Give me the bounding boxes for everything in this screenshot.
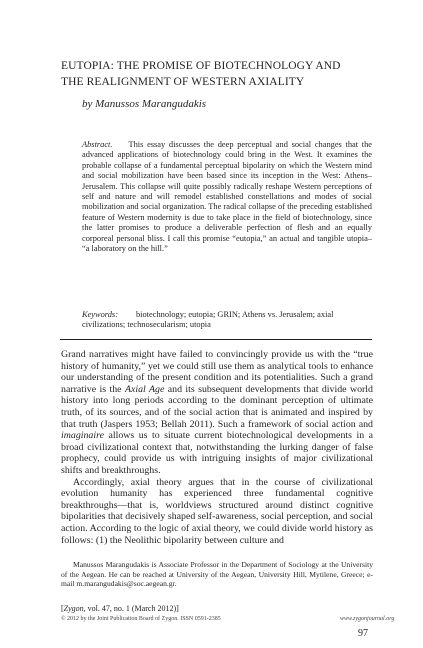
imaginaire-term: imaginaire: [61, 430, 104, 442]
journal-citation: [61, 604, 179, 613]
author-footnote: [61, 560, 373, 589]
article-title-line-1: EUTOPIA: THE PROMISE OF BIOTECHNOLOGY AND: [61, 60, 341, 72]
page-number: 97: [358, 628, 368, 639]
article-title: [61, 58, 381, 90]
abstract: [82, 140, 372, 254]
body-paragraph-1-part-c: allows us to situate current biotechnological developments in a broad civilizational context that, notwithstanding the lurking danger of false prophecy, could provide us with intriguing insights of major civilizational shifts and breakthroughs.: [61, 430, 373, 476]
keywords-label: Keywords:: [82, 310, 118, 319]
body-paragraph-1-part-b: and its subsequent developments that divide world history into long periods according to the dominant perception of ultimate truth, of its sources, and of the social action that is animated and inspired by that truth (Jaspers 1953; Bellah 2011). Such a framework of social action and: [61, 383, 373, 430]
article-body: [61, 349, 373, 546]
copyright-notice: © 2012 by the Joint Publication Board of Zygon. ISSN 0591-2385: [61, 616, 221, 622]
journal-url: www.zygonjournal.org: [340, 616, 395, 622]
axial-age-term: Axial Age: [124, 383, 165, 395]
abstract-label: Abstract.: [82, 140, 113, 149]
section-divider: [60, 339, 372, 340]
keywords: [82, 310, 372, 331]
author-byline: by Manussos Marangudakis: [82, 98, 207, 110]
citation-volume-info: , vol. 47, no. 1 (March 2012)]: [83, 604, 179, 613]
body-paragraph-2: Accordingly, axial theory argues that in the course of civilizational evolution humanity has experienced three fundamental cognitive breakthroughs—that is, worldviews structured around distinct cognitive bipolarities that decisively shaped self-awareness, social perception, and social action. According to the logic of axial theory, we could divide world history as follows: (1) the Neolithic bipolarity between culture and: [61, 476, 373, 546]
body-paragraph-1: [61, 349, 373, 477]
author-footnote-text: Manussos Marangudakis is Associate Professor in the Department of Sociology at the University of the Aegean. He can be reached at University of the Aegean, University Hill, Mytilene, Greece; e-mail m.marangudakis@soc.aegean.gr.: [61, 560, 373, 589]
citation-open-bracket: [: [61, 604, 64, 613]
article-title-line-2: THE REALIGNMENT OF WESTERN AXIALITY: [61, 76, 305, 88]
abstract-text: This essay discusses the deep perceptual and social changes that the advanced applications of biotechnology could bring in the West. It examines the probable collapse of a fundamental perceptual bipolarity on which the Western mind and social mobilization have been based since its inception in the West: Athens–Jerusalem. This collapse will quite possibly radically reshape Western perceptions of self and nature and will remodel established constellations and modes of social mobilization and social organization. The radical collapse of the preceding established feature of Western modernity is due to take place in the field of biotechnology, since the latter promises to produce a deliverable perfection of flesh and an equally corporeal personal bliss. I call this promise “eutopia,” an actual and tangible utopia– “a laboratory on the hill.”: [82, 140, 372, 254]
body-paragraph-1-part-a: Grand narratives might have failed to convincingly provide us with the “true history of humanity,” yet we could still use them as analytical tools to enhance our understanding of the present condition and its potentialities. Such a grand narrative is the: [61, 349, 373, 395]
keywords-text: biotechnology; eutopia; GRIN; Athens vs. Jerusalem; axial civilizations; technosecularism; utopia: [82, 310, 334, 330]
citation-journal-name: Zygon: [63, 604, 84, 613]
